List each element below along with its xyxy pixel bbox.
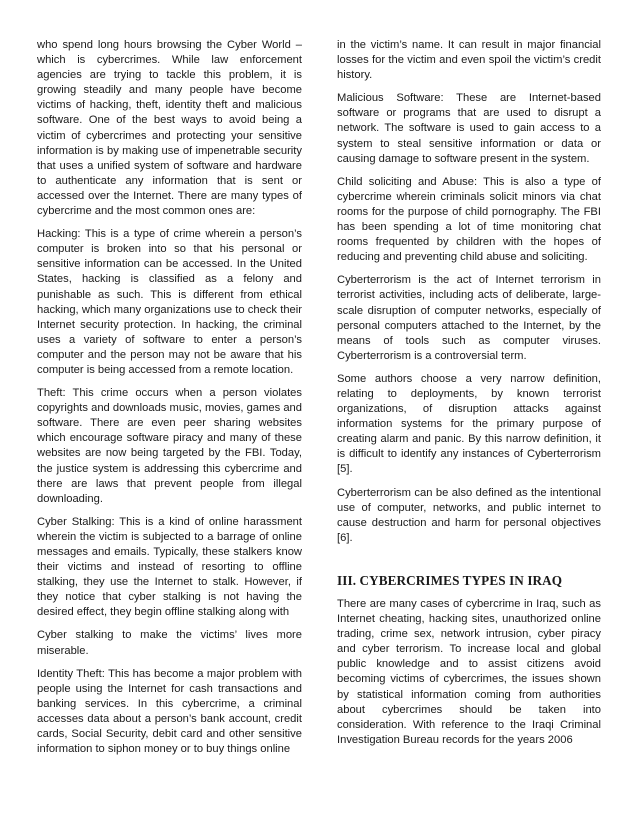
paragraph-iraq-cases: There are many cases of cybercrime in Iraq, such as Internet cheating, hacking sites, unauthorized online trading, crime sex, network intrusion, cyber piracy and cyber terrorism. To increase local and global public knowledge and to assist citizens avoid becoming victims of cybercrimes, the issues shown by statistical information coming from authorities about cybercrimes should be taken into consideration. With reference to the Iraqi Criminal Investigation Bureau records for the years 2006 [337,598,601,746]
paragraph-cyberterrorism-definition: Cyberterrorism can be also defined as the intentional use of computer, networks, and public internet to cause destruction and harm for personal objectives [6]. [337,486,601,544]
paragraph-cyber-stalking-continued: Cyber stalking to make the victims’ lives more miserable. [37,629,302,657]
paragraph-child-soliciting: Child soliciting and Abuse: This is also a type of cybercrime wherein criminals solicit minors via chat rooms for the purpose of child pornography. The FBI has been spending a lot of time monitoring chat rooms frequented by children with the hopes of reducing and preventing child abuse and soliciting. [337,175,601,264]
paragraph-malicious-software: Malicious Software: These are Internet-based software or programs that are used to disrupt a network. The software is used to gain access to a system to steal sensitive information or data or causing damage to software present in the system. [337,92,601,165]
paragraph-theft: Theft: This crime occurs when a person violates copyrights and downloads music, movies, games and software. There are even peer sharing websites which encourage software piracy and many of these websites are now being targeted by the FBI. Today, the justice system is addressing this cybercrime and there are laws that prevent people from illegal downloading. [37,387,302,505]
paragraph-identity-theft: Identity Theft: This has become a major problem with people using the Internet for cash transactions and banking services. In this cybercrime, a criminal accesses data about a person’s bank account, credit cards, Social Security, debit card and other sensitive information to siphon money or to buy things online [37,667,302,756]
paragraph-narrow-definition: Some authors choose a very narrow definition, relating to deployments, by known terrorist organizations, of disruption attacks against information systems for the primary purpose of creating alarm and panic. By this narrow definition, it is difficult to identify any instances of Cyberterrorism [5]. [337,372,601,476]
left-column [37,38,302,765]
paragraph-hacking: Hacking: This is a type of crime wherein a person’s computer is broken into so that his personal or sensitive information can be accessed. In the United States, hacking is classified as a felony and punishable as such. This is different from ethical hacking, which many organizations use to check their Internet security protection. In hacking, the criminal uses a variety of software to enter a person’s computer and the person may not be aware that his computer is being accessed from a remote location. [37,228,302,376]
paragraph-intro: who spend long hours browsing the Cyber World – which is cybercrimes. While law enforcement agencies are trying to tackle this problem, it is growing steadily and many people have become victims of hacking, theft, identity theft and malicious software. One of the best ways to avoid being a victim of cybercrimes and protecting your sensitive information is by making use of impenetrable security that uses a unified system of software and hardware to authenticate any information that is sent or accessed over the Internet. There are many types of cybercrime and the most common ones are: [37,39,302,218]
paragraph-cyberterrorism: Cyberterrorism is the act of Internet terrorism in terrorist activities, including acts of deliberate, large-scale disruption of computer networks, especially of personal computers attached to the Internet, by the means of tools such as computer viruses. Cyberterrorism is a controversial term. [337,274,601,362]
right-column [337,38,601,756]
paragraph-identity-theft-continued: in the victim’s name. It can result in major financial losses for the victim and even spoil the victim’s credit history. [337,39,601,82]
paragraph-cyber-stalking: Cyber Stalking: This is a kind of online harassment wherein the victim is subjected to a barrage of online messages and emails. Typically, these stalkers know their victims and instead of resorting to offline stalking, they use the Internet to stalk. However, if they notice that cyber stalking is not having the desired effect, they begin offline stalking along with [37,515,302,619]
section-heading: III. CYBERCRIMES TYPES IN IRAQ [337,572,563,588]
